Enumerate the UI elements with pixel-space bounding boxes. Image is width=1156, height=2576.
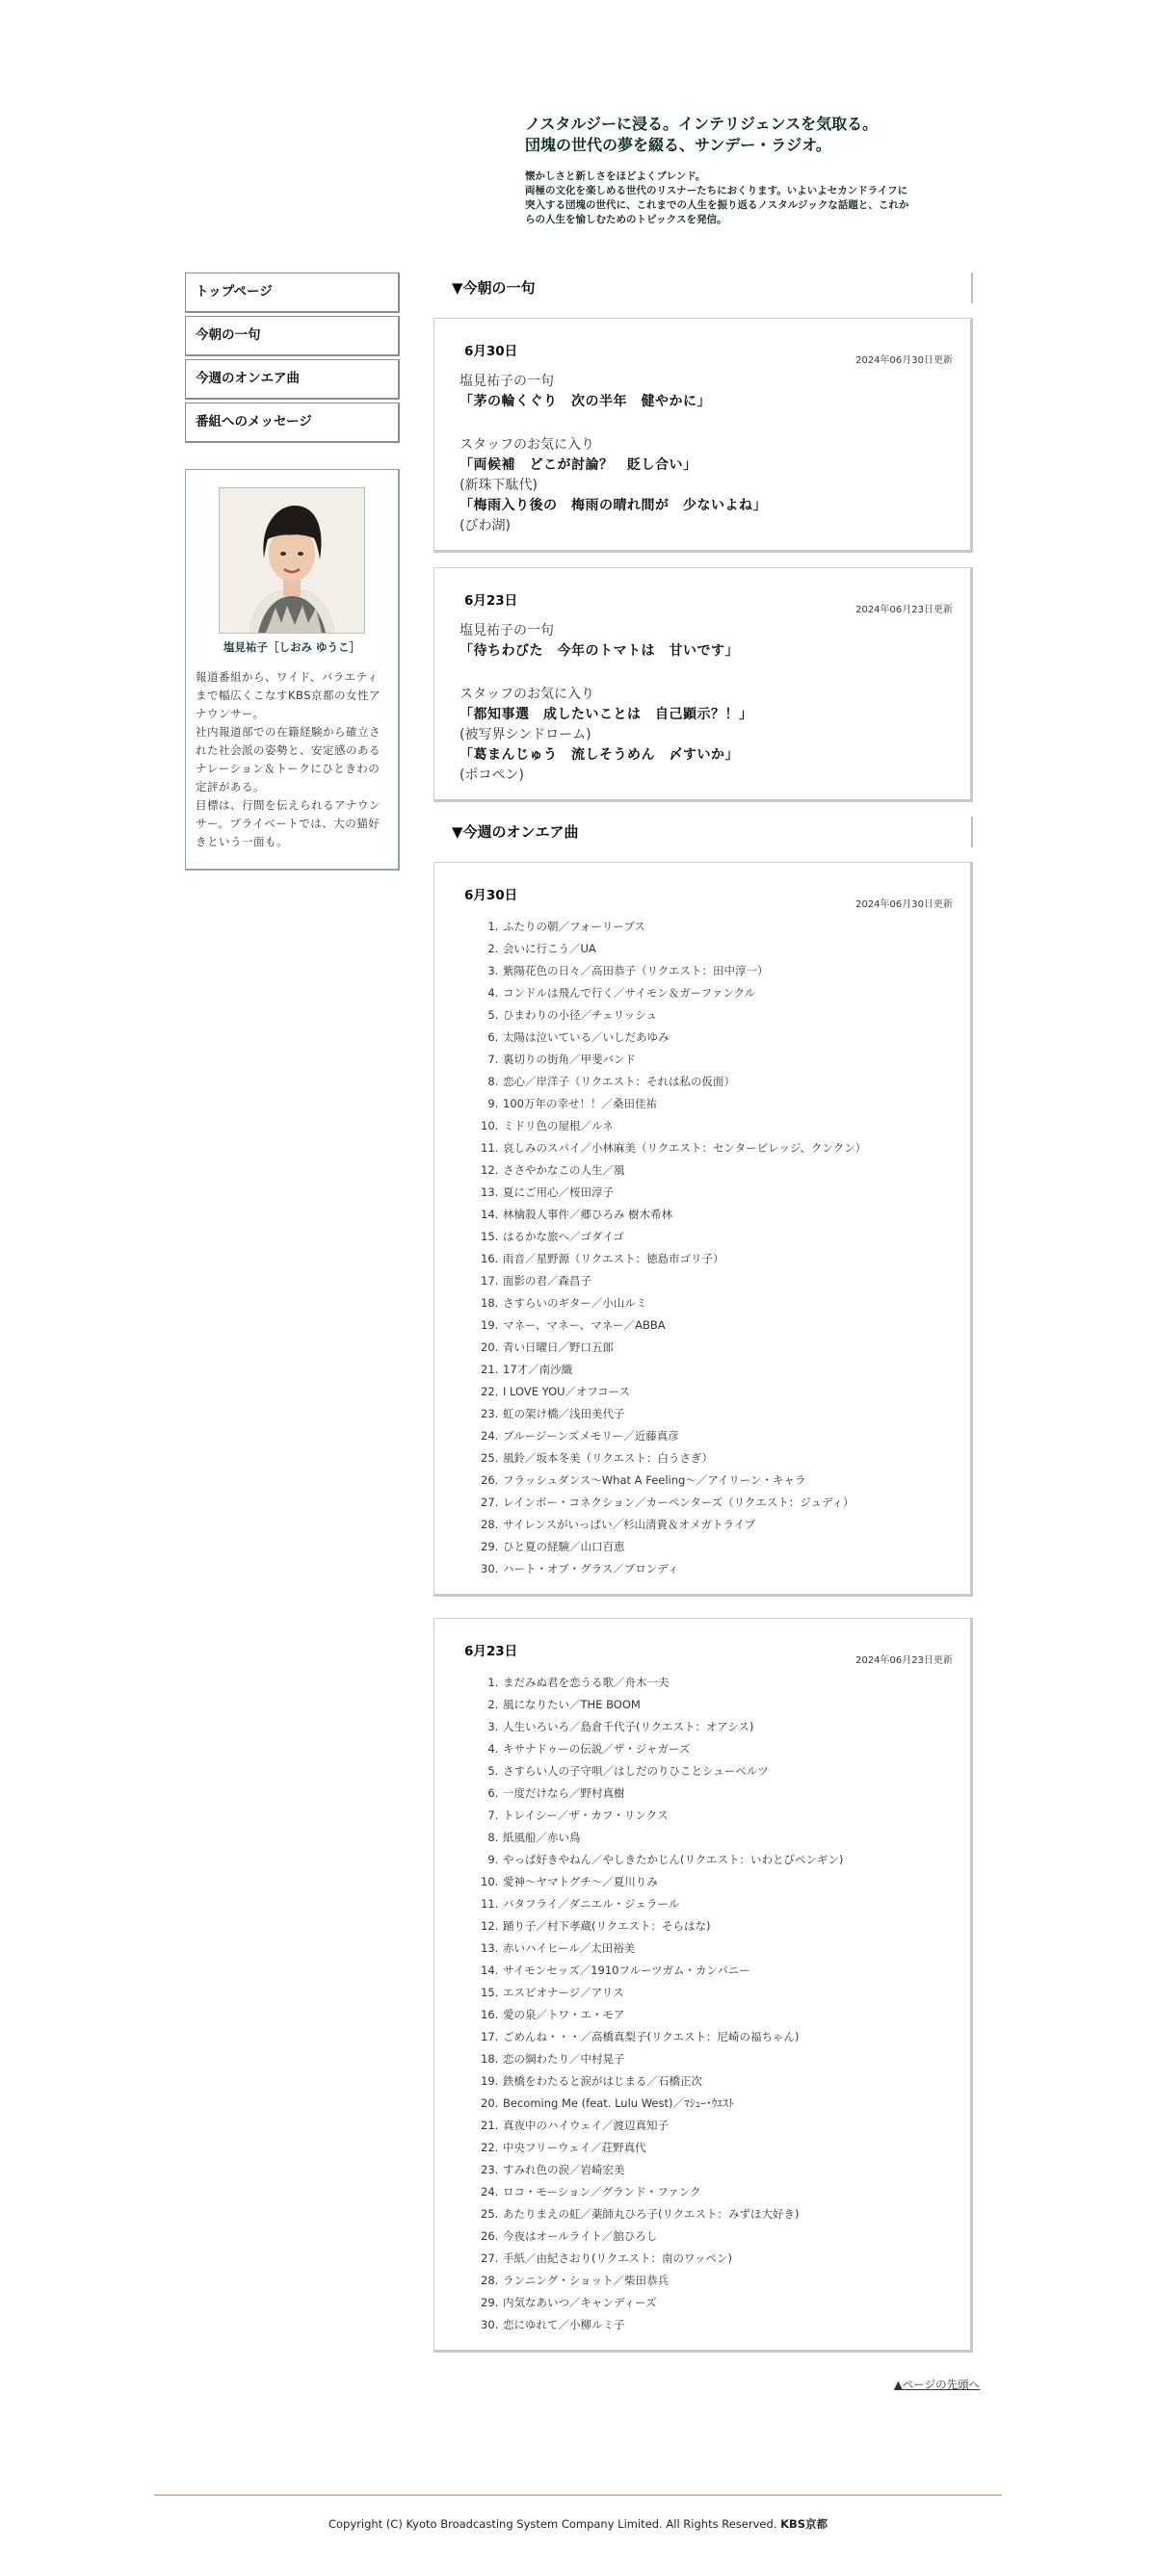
song-item: 11. 哀しみのスパイ／小林麻美（リクエスト：センタービレッジ、クンクン） xyxy=(502,1137,953,1159)
bio-paragraph: 目標は、行間を伝えられるアナウンサー。プライベートでは、大の猫好きという一面も。 xyxy=(196,798,381,848)
song-item: 1. ふたりの朝／フォーリーブス xyxy=(502,916,953,938)
host-phrase: 「茅の輪くぐり 次の半年 健やかに」 xyxy=(460,394,711,409)
song-item: 24. ブルージーンズメモリー／近藤真彦 xyxy=(502,1425,953,1447)
song-item: 29. 内気なあいつ／キャンディーズ xyxy=(502,2292,953,2314)
staff-phrase: 「都知事選 成したいことは 自己顕示？！」 xyxy=(460,707,753,722)
song-item: 7. 裏切りの街角／甲斐バンド xyxy=(502,1049,953,1071)
song-item: 30. ハート・オブ・グラス／ブロンディ xyxy=(502,1558,953,1580)
song-item: 20. 青い日曜日／野口五郎 xyxy=(502,1337,953,1359)
song-item: 8. 紙風船／赤い鳥 xyxy=(502,1827,953,1849)
host-bio xyxy=(196,668,388,851)
card-date: 6月23日 xyxy=(464,593,518,609)
host-phrase-label: 塩見祐子の一句 xyxy=(460,374,554,389)
site-header xyxy=(525,114,978,227)
song-item: 25. 風鈴／坂本冬美（リクエスト：白うさぎ） xyxy=(502,1447,953,1470)
nav-item-songs[interactable]: 今週のオンエア曲 xyxy=(185,359,400,400)
song-item: 15. エスピオナージ／アリス xyxy=(502,1982,953,2004)
song-item: 5. さすらい人の子守唄／はしだのりひことシューベルツ xyxy=(502,1760,953,1782)
song-item: 17. 面影の君／森昌子 xyxy=(502,1270,953,1292)
staff-phrase: 「両候補 どこが討論？ 貶し合い」 xyxy=(460,457,697,473)
song-item: 12. 踊り子／村下孝蔵(リクエスト：そらはな) xyxy=(502,1915,953,1938)
section-title-phrase: ▼今朝の一句 xyxy=(434,273,973,303)
main-content xyxy=(434,273,973,2367)
phrase-card xyxy=(434,567,973,802)
sidebar xyxy=(185,273,400,871)
song-item: 10. ミドリ色の屋根／ルネ xyxy=(502,1115,953,1137)
song-item: 1. まだみぬ君を恋うる歌／舟木一夫 xyxy=(502,1672,953,1694)
song-item: 21. 17才／南沙織 xyxy=(502,1359,953,1381)
song-item: 27. 手紙／由紀さおり(リクエスト：南のワッペン) xyxy=(502,2248,953,2270)
staff-phrase: 「梅雨入り後の 梅雨の晴れ間が 少ないよね」 xyxy=(460,498,767,513)
profile-box xyxy=(185,469,400,871)
song-item: 22. I LOVE YOU／オフコース xyxy=(502,1381,953,1403)
host-name: 塩見祐子［しおみ ゆうこ］ xyxy=(223,640,360,654)
song-list xyxy=(460,1672,953,2336)
song-item: 11. バタフライ／ダニエル・ジェラール xyxy=(502,1893,953,1915)
song-item: 25. あたりまえの虹／薬師丸ひろ子(リクエスト：みずほ大好き) xyxy=(502,2203,953,2225)
staff-phrase-author: (新珠下駄代) xyxy=(460,478,538,493)
song-item: 2. 会いに行こう／UA xyxy=(502,938,953,960)
song-item: 4. キサナドゥーの伝説／ザ・ジャガーズ xyxy=(502,1738,953,1760)
tagline-line: 団塊の世代の夢を綴る、サンデー・ラジオ。 xyxy=(525,136,831,154)
updated-date: 2024年06月23日更新 xyxy=(855,605,953,615)
updated-date: 2024年06月30日更新 xyxy=(855,355,953,366)
card-date: 6月30日 xyxy=(464,888,518,903)
intro-line: 突入する団塊の世代に、これまでの人生を振り返るノスタルジックな話題と、これか xyxy=(525,199,909,211)
song-item: 20. Becoming Me (feat. Lulu West)／ﾏｼｭｰ･ｳｴｽﾄ xyxy=(502,2093,953,2115)
song-item: 16. 愛の泉／トワ・エ・モア xyxy=(502,2004,953,2026)
staff-pick-label: スタッフのお気に入り xyxy=(460,687,594,702)
staff-phrase-author: (被写界シンドローム) xyxy=(460,727,591,742)
intro-line: 懐かしさと新しさをほどよくブレンド。 xyxy=(525,170,706,182)
section-title-songs: ▼今週のオンエア曲 xyxy=(434,817,973,847)
song-item: 12. ささやかなこの人生／風 xyxy=(502,1159,953,1182)
song-item: 17. ごめんね・・・／高橋真梨子(リクエスト：尼崎の福ちゃん) xyxy=(502,2026,953,2048)
card-date: 6月30日 xyxy=(464,344,518,359)
updated-date: 2024年06月30日更新 xyxy=(855,899,953,910)
bio-paragraph: 社内報道部での在籍経験から確立された社会派の姿勢と、安定感のあるナレーション＆トークにひときわの定評がある。 xyxy=(196,725,381,794)
tagline xyxy=(525,114,978,156)
brand-name: KBS京都 xyxy=(780,2517,828,2531)
song-item: 26. フラッシュダンス〜What A Feeling〜／アイリーン・キャラ xyxy=(502,1470,953,1492)
song-item: 3. 紫陽花色の日々／高田恭子（リクエスト：田中淳一） xyxy=(502,960,953,982)
nav-item-top[interactable]: トップページ xyxy=(185,273,400,313)
intro-line: 両極の文化を楽しめる世代のリスナーたちにおくります。いよいよセカンドライフに xyxy=(525,185,908,196)
song-item: 2. 風になりたい／THE BOOM xyxy=(502,1694,953,1716)
footer-divider xyxy=(154,2494,1002,2496)
song-item: 28. ランニング・ショット／柴田恭兵 xyxy=(502,2270,953,2292)
staff-phrase: 「葛まんじゅう 流しそうめん 〆すいか」 xyxy=(460,747,739,763)
song-item: 6. 一度だけなら／野村真樹 xyxy=(502,1782,953,1805)
song-item: 4. コンドルは飛んで行く／サイモン＆ガーファンクル xyxy=(502,982,953,1004)
song-item: 23. 虹の架け橋／浅田美代子 xyxy=(502,1403,953,1425)
staff-pick-label: スタッフのお気に入り xyxy=(460,437,594,453)
host-phrase: 「待ちわびた 今年のトマトは 甘いです」 xyxy=(460,643,739,659)
song-item: 23. すみれ色の涙／岩崎宏美 xyxy=(502,2159,953,2181)
songs-card xyxy=(434,1618,973,2353)
intro-text xyxy=(525,169,978,227)
host-photo xyxy=(219,487,365,634)
phrase-body xyxy=(460,621,953,786)
phrase-body xyxy=(460,372,953,536)
song-item: 27. レインボー・コネクション／カーペンターズ（リクエスト：ジュディ） xyxy=(502,1492,953,1514)
card-date: 6月23日 xyxy=(464,1644,518,1659)
song-item: 14. サイモンセッズ／1910フルーツガム・カンパニー xyxy=(502,1960,953,1982)
song-item: 8. 恋心／岸洋子（リクエスト：それは私の仮面） xyxy=(502,1071,953,1093)
nav-item-message[interactable]: 番組へのメッセージ xyxy=(185,403,400,443)
song-item: 10. 愛神〜ヤマトグチ〜／夏川りみ xyxy=(502,1871,953,1893)
footer xyxy=(0,2516,1156,2532)
song-item: 26. 今夜はオールライト／舘ひろし xyxy=(502,2225,953,2248)
song-item: 24. ロコ・モーション／グランド・ファンク xyxy=(502,2181,953,2203)
song-item: 9. やっぱ好きやねん／やしきたかじん(リクエスト：いわとびペンギン) xyxy=(502,1849,953,1871)
song-item: 14. 林檎殺人事件／郷ひろみ 樹木希林 xyxy=(502,1204,953,1226)
song-item: 28. サイレンスがいっぱい／杉山清貴＆オメガトライブ xyxy=(502,1514,953,1536)
song-item: 9. 100万年の幸せ！！／桑田佳祐 xyxy=(502,1093,953,1115)
song-item: 18. 恋の綱わたり／中村晃子 xyxy=(502,2048,953,2070)
copyright-text: Copyright (C) Kyoto Broadcasting System Company Limited. All Rights Reserved. xyxy=(328,2517,777,2531)
tagline-line: ノスタルジーに浸る。インテリジェンスを気取る。 xyxy=(525,115,879,133)
song-item: 29. ひと夏の経験／山口百恵 xyxy=(502,1536,953,1558)
songs-card xyxy=(434,862,973,1597)
song-item: 21. 真夜中のハイウェイ／渡辺真知子 xyxy=(502,2115,953,2137)
song-item: 7. トレイシー／ザ・カフ・リンクス xyxy=(502,1805,953,1827)
song-item: 18. さすらいのギター／小山ルミ xyxy=(502,1292,953,1314)
song-list xyxy=(460,916,953,1580)
page-top-link[interactable]: ▲ページの先頭へ xyxy=(894,2378,981,2391)
staff-phrase-author: (ポコペン) xyxy=(460,768,524,783)
song-item: 22. 中央フリーウェイ／荘野真代 xyxy=(502,2137,953,2159)
intro-line: らの人生を愉しむためのトピックスを発信。 xyxy=(525,214,727,225)
bio-paragraph: 報道番組から、ワイド、バラエティまで幅広くこなすKBS京都の女性アナウンサー。 xyxy=(196,670,381,720)
song-item: 13. 赤いハイヒール／太田裕美 xyxy=(502,1938,953,1960)
song-item: 6. 太陽は泣いている／いしだあゆみ xyxy=(502,1027,953,1049)
song-item: 16. 雨音／星野源（リクエスト：徳島市ゴリ子） xyxy=(502,1248,953,1270)
nav-item-phrase[interactable]: 今朝の一句 xyxy=(185,316,400,356)
staff-phrase-author: (びわ湖) xyxy=(460,518,511,533)
song-item: 5. ひまわりの小径／チェリッシュ xyxy=(502,1004,953,1027)
host-phrase-label: 塩見祐子の一句 xyxy=(460,623,554,638)
song-item: 19. 鉄橋をわたると涙がはじまる／石橋正次 xyxy=(502,2070,953,2093)
updated-date: 2024年06月23日更新 xyxy=(855,1655,953,1666)
song-item: 13. 夏にご用心／桜田淳子 xyxy=(502,1182,953,1204)
song-item: 3. 人生いろいろ／島倉千代子(リクエスト：オアシス) xyxy=(502,1716,953,1738)
song-item: 19. マネー、マネー、マネー／ABBA xyxy=(502,1314,953,1337)
song-item: 15. はるかな旅へ／ゴダイゴ xyxy=(502,1226,953,1248)
song-item: 30. 恋にゆれて／小柳ルミ子 xyxy=(502,2314,953,2336)
phrase-card xyxy=(434,318,973,553)
